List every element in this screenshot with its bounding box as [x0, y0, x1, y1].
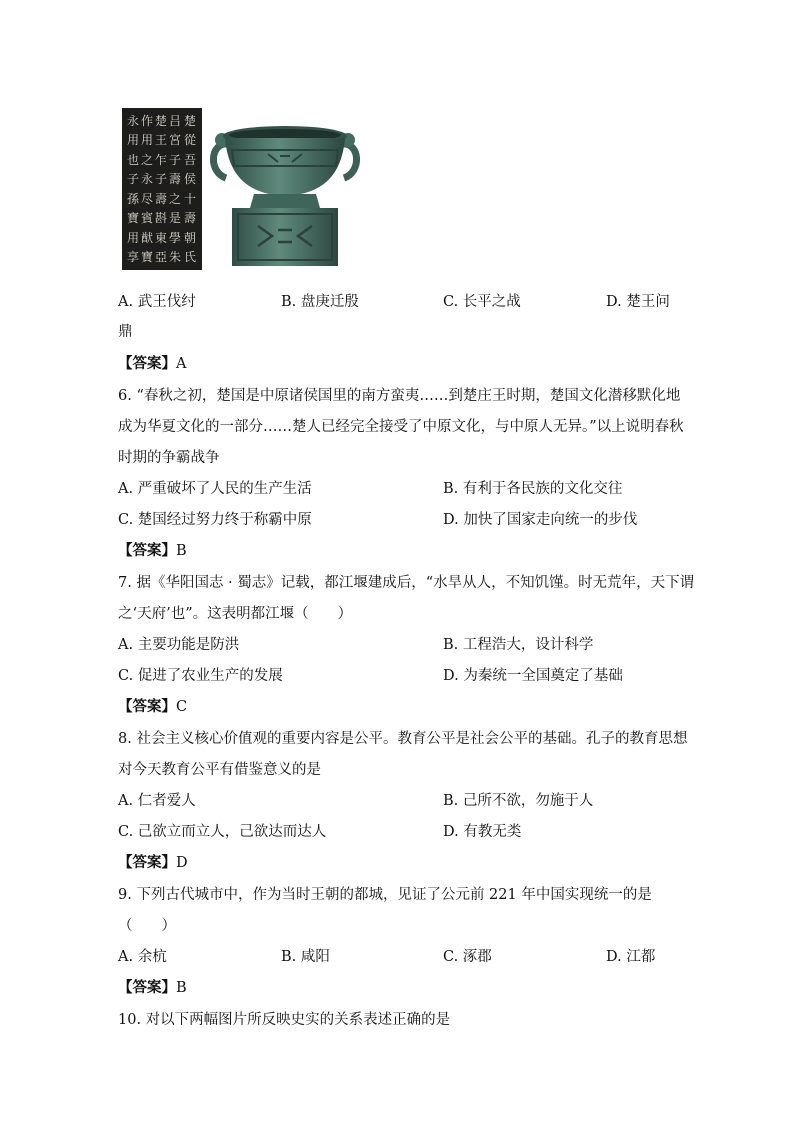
inscription-glyph: 亞: [155, 249, 168, 264]
inscription-glyph: 用: [127, 230, 140, 245]
inscription-glyph: 用: [127, 133, 140, 148]
inscription-column: [127, 114, 139, 264]
answer-value: A: [176, 356, 187, 372]
q6-answer: [118, 539, 187, 560]
option-letter: A.: [118, 793, 134, 809]
option-text: 仁者爱人: [137, 793, 196, 809]
option-text: 楚王问: [626, 294, 670, 310]
q6-option-d[interactable]: [443, 508, 637, 529]
answer-label: 【答案】: [118, 542, 176, 559]
inscription-glyph: 寶: [141, 249, 154, 264]
option-letter: D.: [606, 949, 622, 965]
inscription-glyph: 學: [169, 230, 182, 245]
option-text: 余杭: [137, 949, 167, 965]
option-letter: C.: [118, 512, 134, 528]
q7-answer: [118, 695, 187, 716]
option-letter: A.: [118, 949, 134, 965]
inscription-glyph: 賓: [141, 211, 154, 226]
inscription-glyph: 之: [141, 152, 154, 167]
option-letter: A.: [118, 481, 134, 497]
option-text: 为秦统一全国奠定了基础: [463, 668, 623, 684]
inscription-glyph: 子: [155, 172, 168, 187]
option-letter: C.: [118, 668, 134, 684]
q5-option-b[interactable]: [281, 290, 359, 311]
q6-stem-line: 时期的争霸战争: [118, 450, 220, 466]
inscription-glyph: 是: [169, 211, 182, 226]
option-letter: D.: [606, 294, 622, 310]
answer-value: B: [176, 543, 187, 559]
inscription-column: [141, 114, 153, 264]
option-text: 江都: [626, 949, 656, 965]
answer-value: D: [176, 855, 188, 871]
option-text: 工程浩大，设计科学: [462, 637, 594, 653]
inscription-glyph: 孫: [127, 191, 140, 206]
answer-label: 【答案】: [118, 979, 176, 996]
option-text: 己欲立而立人，己欲达而达人: [137, 824, 327, 840]
inscription-glyph: 子: [127, 172, 140, 187]
inscription-glyph: 氏: [184, 249, 197, 264]
q9-answer: [118, 976, 187, 997]
inscription-glyph: 從: [184, 133, 197, 148]
option-letter: B.: [443, 793, 459, 809]
q5-option-d[interactable]: [606, 290, 670, 311]
q6-stem-line: 成为华夏文化的一部分……楚人已经完全接受了中原文化，与中原人无异。”以上说明春秋: [118, 419, 684, 435]
answer-value: B: [176, 980, 187, 996]
option-letter: C.: [118, 824, 134, 840]
q9-stem-line: 9. 下列古代城市中，作为当时王朝的都城，见证了公元前 221 年中国实现统一的是: [118, 887, 652, 903]
q8-option-b[interactable]: [443, 789, 593, 810]
q5-option-d-continuation: 鼎: [118, 324, 133, 340]
inscription-glyph: 壽: [169, 172, 182, 187]
option-text: 严重破坏了人民的生产生活: [137, 481, 312, 497]
option-letter: D.: [443, 668, 459, 684]
inscription-rubbing-image: [122, 108, 202, 270]
option-text: 盘庚迁殷: [300, 294, 359, 310]
option-letter: B.: [281, 294, 297, 310]
inscription-glyph: 乍: [155, 152, 168, 167]
q10-stem-line: 10. 对以下两幅图片所反映史实的关系表述正确的是: [118, 1012, 451, 1028]
answer-value: C: [176, 699, 188, 715]
q8-option-c[interactable]: [118, 820, 326, 841]
q9-option-c[interactable]: [443, 945, 492, 966]
q6-option-c[interactable]: [118, 508, 312, 529]
inscription-glyph: 永: [127, 114, 140, 128]
inscription-glyph: 吕: [169, 114, 182, 128]
option-text: 长平之战: [462, 294, 521, 310]
q7-option-b[interactable]: [443, 633, 593, 654]
inscription-glyph: 尽: [141, 191, 154, 206]
inscription-glyph: 宮: [169, 133, 182, 148]
q9-option-d[interactable]: [606, 945, 655, 966]
inscription-column: [184, 114, 196, 264]
q7-option-a[interactable]: [118, 633, 239, 654]
inscription-glyph: 東: [155, 230, 168, 245]
inscription-glyph: 壽: [155, 191, 168, 206]
bronze-gui-vessel-image: [208, 114, 362, 270]
inscription-glyph: 享: [127, 249, 140, 264]
answer-label: 【答案】: [118, 698, 176, 715]
inscription-glyph: 子: [169, 152, 182, 167]
question-5-figure: [122, 108, 362, 270]
option-text: 有利于各民族的文化交往: [462, 481, 623, 497]
option-letter: B.: [281, 949, 297, 965]
q8-option-d[interactable]: [443, 820, 521, 841]
q5-option-a[interactable]: [118, 290, 196, 311]
inscription-glyph: 斟: [155, 211, 168, 226]
option-text: 加快了国家走向统一的步伐: [463, 512, 638, 528]
q9-option-b[interactable]: [281, 945, 330, 966]
option-text: 咸阳: [300, 949, 330, 965]
inscription-column: [155, 114, 167, 264]
inscription-glyph: 猷: [141, 230, 154, 245]
q7-stem-line: 之‘天府’也”。这表明都江堰（ ）: [118, 606, 353, 622]
q6-stem-line: 6. “春秋之初，楚国是中原诸侯国里的南方蛮夷……到楚庄王时期，楚国文化潜移默化地: [118, 388, 681, 404]
q8-option-a[interactable]: [118, 789, 196, 810]
inscription-glyph: 吾: [184, 152, 197, 167]
q7-option-c[interactable]: [118, 664, 283, 685]
q7-option-d[interactable]: [443, 664, 623, 685]
option-letter: D.: [443, 824, 459, 840]
q8-stem-line: 8. 社会主义核心价值观的重要内容是公平。教育公平是社会公平的基础。孔子的教育思想: [118, 731, 688, 747]
option-text: 己所不欲，勿施于人: [462, 793, 594, 809]
inscription-glyph: 朱: [169, 249, 182, 264]
q6-option-a[interactable]: [118, 477, 312, 498]
option-letter: C.: [443, 294, 459, 310]
option-letter: A.: [118, 637, 134, 653]
option-letter: A.: [118, 294, 134, 310]
option-letter: B.: [443, 637, 459, 653]
inscription-glyph: 王: [155, 133, 168, 148]
q5-option-c[interactable]: [443, 290, 521, 311]
inscription-glyph: 寶: [127, 211, 140, 226]
q6-option-b[interactable]: [443, 477, 622, 498]
q9-stem-line: （ ）: [118, 918, 176, 934]
option-letter: C.: [443, 949, 459, 965]
q8-answer: [118, 851, 188, 872]
answer-label: 【答案】: [118, 854, 176, 871]
inscription-glyph: 侯: [184, 172, 197, 187]
option-text: 有教无类: [463, 824, 522, 840]
option-letter: B.: [443, 481, 459, 497]
option-text: 主要功能是防洪: [137, 637, 240, 653]
option-text: 武王伐纣: [137, 294, 196, 310]
option-letter: D.: [443, 512, 459, 528]
inscription-glyph: 用: [141, 133, 154, 148]
inscription-glyph: 作: [141, 114, 154, 128]
inscription-glyph: 也: [127, 152, 140, 167]
q8-stem-line: 对今天教育公平有借鉴意义的是: [118, 762, 321, 778]
answer-label: 【答案】: [118, 355, 176, 372]
option-text: 促进了农业生产的发展: [137, 668, 283, 684]
inscription-glyph: 永: [141, 172, 154, 187]
inscription-glyph: 壽: [184, 211, 197, 226]
inscription-glyph: 之: [169, 191, 182, 206]
q7-stem-line: 7. 据《华阳国志 · 蜀志》记载，都江堰建成后，“水旱从人，不知饥馑。时无荒年，天下谓: [118, 575, 695, 591]
q5-answer: [118, 352, 186, 373]
option-text: 涿郡: [462, 949, 492, 965]
inscription-glyph: 楚: [155, 114, 168, 128]
inscription-glyph: 朝: [184, 230, 197, 245]
inscription-glyph: 十: [184, 191, 197, 206]
inscription-glyph: 楚: [184, 114, 197, 128]
q9-option-a[interactable]: [118, 945, 167, 966]
option-text: 楚国经过努力终于称霸中原: [137, 512, 312, 528]
inscription-column: [169, 114, 181, 264]
